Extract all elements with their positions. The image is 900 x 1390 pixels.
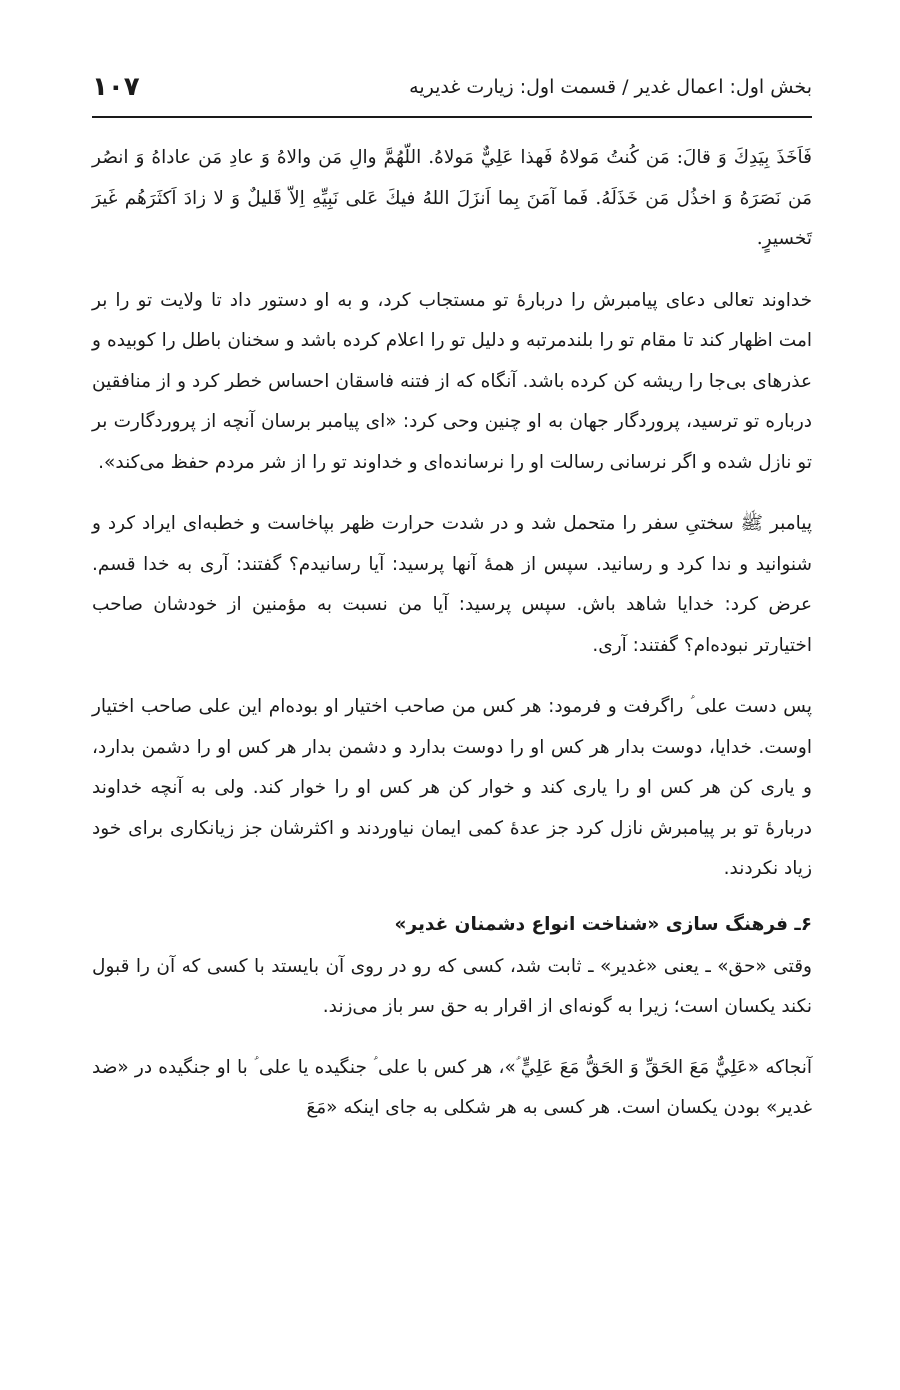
book-page bbox=[92, 58, 812, 1358]
last-paragraph: آنجاکه «عَلِيٌّ مَعَ الحَقِّ وَ الحَقُّ مَعَ عَلِيٍّ ؑ»، هر کس با علی ؑ جنگیده یا علی ؑ با او جنگیده در «ضد غدیر» بودن یکسان است. هر کسی به هر شکلی به جای اینکه «مَعَ bbox=[92, 1056, 812, 1118]
translation-paragraph: خداوند تعالی دعای پیامبرش را دربارهٔ تو مستجاب کرد، و به او دستور داد تا ولایت تو را بر امت اظهار کند تا مقام تو را بلندمرتبه و دلیل تو را اعلام کرده باشد و سخنان باطل را کوبیده و عذرهای بی‌جا را ریشه کن کرده باشد. آنگاه که از فتنه فاسقان احساس خطر کرد و از منافقین درباره تو ترسید، پروردگار جهان به او چنین وحی کرد: «ای پیامبر برسان آنچه از پروردگارت بر تو نازل شده و اگر نرسانی رسالت او را نرسانده‌ای و خداوند تو را از شر مردم حفظ می‌کند». bbox=[92, 289, 812, 473]
page-number: ۱۰۷ bbox=[92, 72, 140, 102]
body-paragraph: پس دست علی ؑ راگرفت و فرمود: هر کس من صاحب اختیار او بوده‌ام این علی صاحب اختیار اوست. خدایا، دوست بدار هر کس او را دوست بدارد و دشمن بدار هر کس او را دشمن بدارد، و یاری کن هر کس او را یاری کند و خوار کن هر کس او را خوار کند. ولی به آنچه خداوند دربارهٔ تو بر پیامبرش نازل کرد جز عدهٔ کمی ایمان نیاوردند و اکثرشان جز زیانکاری برای خود زیاد نکردند. bbox=[92, 696, 812, 879]
body-paragraph: پیامبر ﷺ سختیِ سفر را متحمل شد و در شدت حرارت ظهر بپاخاست و خطبه‌ای ایراد کرد و شنوانید و ندا کرد و رسانید. سپس از همهٔ آنها پرسید: آیا رسانیدم؟ گفتند: آری به خدا قسم. عرض کرد: خدایا شاهد باش. سپس پرسید: آیا من نسبت به مؤمنین از خودشان صاحب اختیارتر نبوده‌ام؟ گفتند: آری. bbox=[92, 513, 812, 656]
running-header bbox=[92, 58, 812, 118]
page-content bbox=[92, 138, 812, 1129]
section-body-paragraph: وقتی «حق» ـ یعنی «غدیر» ـ ثابت شد، کسی که رو در روی آن بایستد با کسی که آن را قبول نکند یکسان است؛ زیرا به گونه‌ای از اقرار به حق سر باز می‌زند. bbox=[92, 955, 812, 1017]
arabic-quote-paragraph: فَاَخَذَ بِيَدِكَ وَ قالَ: مَن كُنتُ مَولاهُ فَهذا عَلِيٌّ مَولاهُ. اللّهُمَّ والِ مَن والاهُ وَ عادِ مَن عاداهُ وَ انصُر مَن نَصَرَهُ وَ اخذُل مَن خَذَلَهُ. فَما آمَنَ بِما اَنزَلَ اللهُ فيكَ عَلى نَبِيِّهِ اِلاّ قَليلٌ وَ لا زادَ اَكثَرَهُم غَيرَ تَخسيرٍ. bbox=[92, 147, 812, 249]
header-title: بخش اول: اعمال غدیر / قسمت اول: زیارت غدیریه bbox=[409, 76, 812, 98]
section-heading: ۶ـ فرهنگ سازی «شناخت انواع دشمنان غدیر» bbox=[394, 913, 812, 935]
